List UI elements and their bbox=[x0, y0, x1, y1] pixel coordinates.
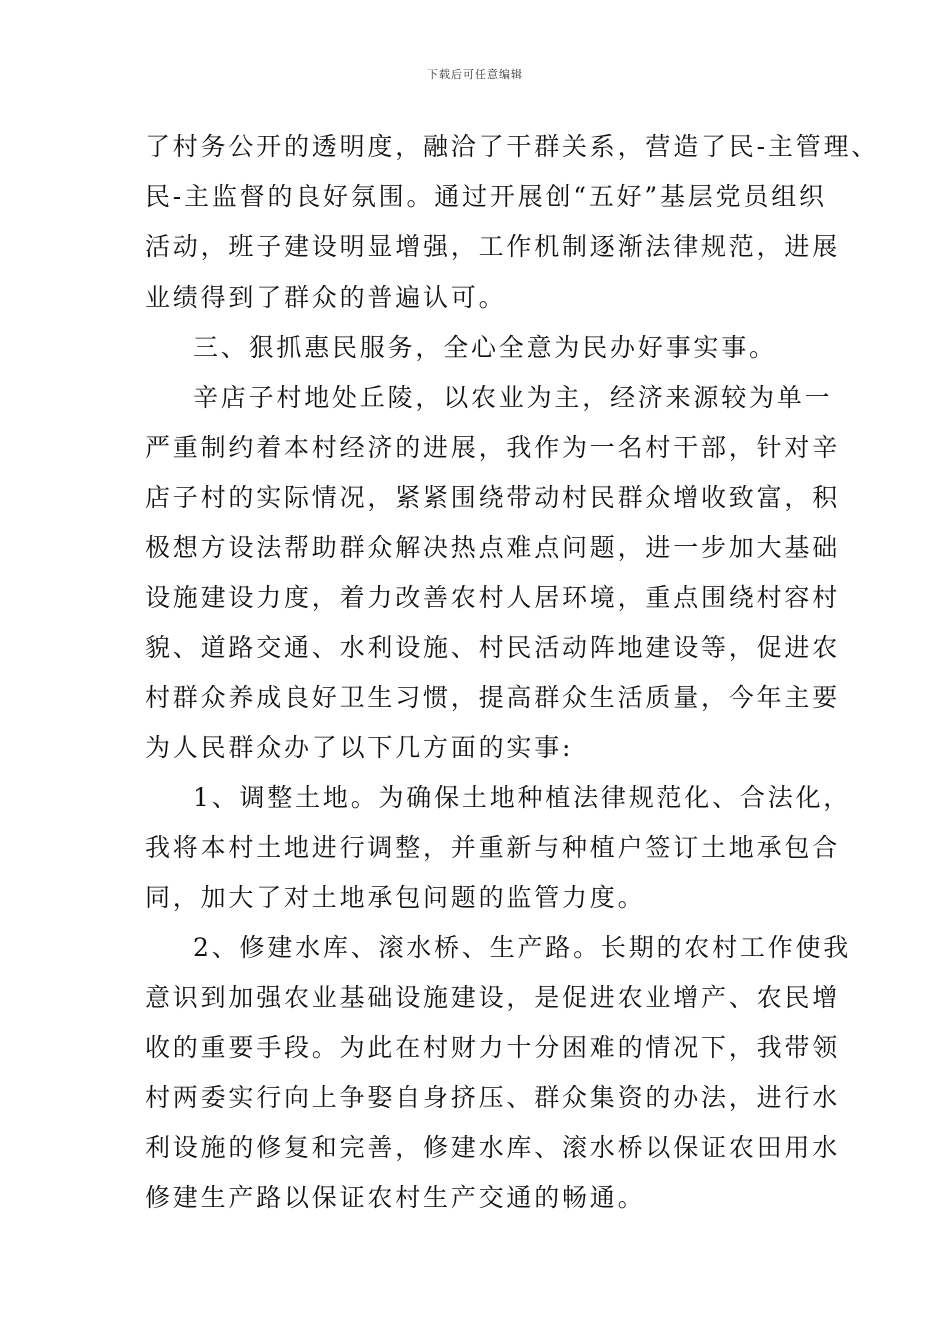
body-line: 貌、道路交通、水利设施、村民活动阵地建设等，促进农 bbox=[145, 633, 841, 662]
body-line: 为人民群众办了以下几方面的实事: bbox=[145, 733, 574, 762]
body-line: 意识到加强农业基础设施建设，是促进农业增产、农民增 bbox=[145, 983, 841, 1012]
list-item-2: 2、修建水库、滚水桥、生产路。长期的农村工作使我 bbox=[193, 933, 852, 962]
list-item-1: 1、调整土地。为确保土地种植法律规范化、合法化， bbox=[193, 783, 852, 812]
body-line: 民-主监督的良好氛围。通过开展创“五好”基层党员组织 bbox=[145, 182, 827, 211]
body-line: 收的重要手段。为此在村财力十分困难的情况下，我带领 bbox=[145, 1033, 841, 1062]
body-line: 极想方设法帮助群众解决热点难点问题，进一步加大基础 bbox=[145, 533, 841, 562]
body-line: 设施建设力度，着力改善农村人居环境，重点围绕村容村 bbox=[145, 583, 841, 612]
body-line: 辛店子村地处丘陵，以农业为主，经济来源较为单一 bbox=[193, 383, 833, 412]
body-line: 我将本村土地进行调整，并重新与种植户签订土地承包合 bbox=[145, 833, 841, 862]
body-line: 村群众养成良好卫生习惯，提高群众生活质量，今年主要 bbox=[145, 683, 841, 712]
body-line: 同，加大了对土地承包问题的监管力度。 bbox=[145, 883, 646, 912]
body-line: 店子村的实际情况，紧紧围绕带动村民群众增收致富，积 bbox=[145, 483, 841, 512]
body-line: 修建生产路以保证农村生产交通的畅通。 bbox=[145, 1183, 646, 1212]
body-line: 了村务公开的透明度，融洽了干群关系，营造了民-主管理、 bbox=[145, 132, 880, 161]
page-header: 下载后可任意编辑 bbox=[427, 68, 523, 81]
section-heading: 三、狠抓惠民服务，全心全意为民办好事实事。 bbox=[193, 333, 777, 362]
body-line: 活动，班子建设明显增强，工作机制逐渐法律规范，进展 bbox=[145, 232, 841, 261]
body-line: 业绩得到了群众的普遍认可。 bbox=[145, 283, 507, 312]
body-line: 村两委实行向上争娶自身挤压、群众集资的办法，进行水 bbox=[145, 1083, 841, 1112]
body-line: 利设施的修复和完善，修建水库、滚水桥以保证农田用水 bbox=[145, 1133, 841, 1162]
body-line: 严重制约着本村经济的进展，我作为一名村干部，针对辛 bbox=[145, 433, 841, 462]
